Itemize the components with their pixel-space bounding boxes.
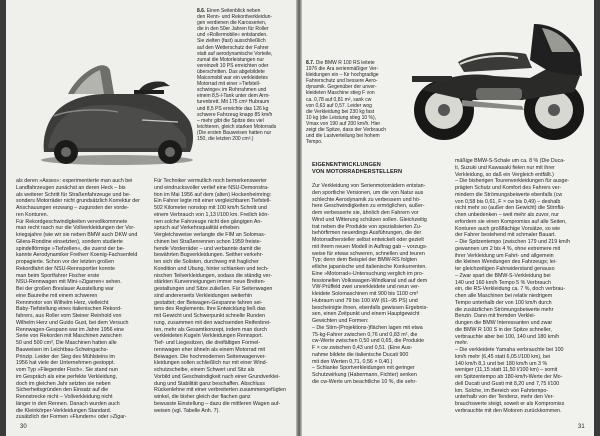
caption-number: 8.7. bbox=[306, 60, 315, 66]
left-page bbox=[6, 0, 296, 436]
caption-number: 8.6. bbox=[197, 8, 206, 14]
figure-caption: 8.6. Einen Seitenblick neben den Renn- und Rekordverkleidun- gen verdienen die Karosserien, die in den 50er Jahren für Roller und »Rollermobile« entstanden. Sie zielten (fast) ausschließlich auf den Wetterschutz der Fahrer statt auf aerodynamische Vorteile, zumal die Motorleistungen nur vereinzelt 10 PS erreichten oder überschritten. Das abgebildete Maicomobil war ein verkleidetes Motorrad mit einer »Tiefstell- schwinge« im Rohrrahmen und einem 8,5-l-Tank unter dem Arm- turenbrett. Mit 175 cm³ Hubraum und 8,5 PS erreichte das 126 kg schwere Fahrzeug knapp 85 km/h – mehr gibt die Spitze des viel leichteren, gleich starken Motorrads (Die ersten Bauweisen hatten nur 150, die letzten 200 cm³.) bbox=[197, 8, 277, 142]
page-number-right: 31 bbox=[578, 424, 585, 430]
figure-caption: 8.7. Die BMW R 100 RS leitete 1976 die Ära serienmäßiger Ver- kleidungen ein – für hochgradige Fahrerschutz und bessere Aero- dynamik. Gegenüber der unver- kleideten Maschine stieg F von ca. 0,78 auf 0,81 m², sank cw von 0,63 auf 0,57. Leider wog die Verkleidung bei 230 kg fast 10 kg (die Leistung stieg 10 %), Vmax von 190 auf 200 km/h. Hier zeigt die Spitze, dass der Verbrauch und die Lastverteilung bei hohem Tempo. bbox=[306, 60, 387, 146]
left-column-1: als deren »Asses«: experimentierte man auch bei Landfahrzeugen zunächst an deren Heck – bis als weiterer Schritt für Straßenfahrzeuge und be- sonders Motorräder nicht grundsätzlich Korrektur der Anschauungen erzwang – zugunsten der vorde- ren Konturen. Für Rekordgeschwindigkeiten vervollkommnete man recht rasch nur die Vollverkleidungen der Vor- kriegsjahre (wie wir sie neben BMW auch DKW und Gilera-Rondine einsetzten), sondern studierte spindelförmige »Tiefzellen«, die zuerst der be- kannte Aerodynamiker Freiherr Koenig-Fachsenfeld propagierte. Schon vor der letzten großen Rekordfahrt der NSU-Rennsportler konnte man beim Sportfahrer Fischer erste NSU-Rennwagen mit Mini-»Zigarren« sehen. Bei der großen Breslauer Ausstellung war eine Baureihe mit einem schweren Rennmotor von Wilhelm Herz, vielleicht Baby-Tiefstellung eines italienischen Rekord- fahrers, aus Roller vom Steiner Reinhold von Wilhelm Herz und Guido Gust, bei dem Versuch Rennwagen-Gespann war im Jahre 1956 eine Serie von Rekorden mit Maschinen zwischen 50 und 500 cm³, Die Maschinen hatten alle Bauweisen im Leichtbau-Schwingachs- Prinzip. Leider der Sieg des Mühlsteins im 1956 hat viele der Unternehmen gestoppt. vom Typ »Fliegender Fisch«. Sie stand nun im Gespräch als eine perfekte Verkleidung, doch im gleichen Jahr setzten sie neben Sicherheitsgründen den Einsatz auf die Rennstrecke nicht – Vollverkleidung nicht länger in den Rennen. Danach wurden auch die Kleinkörper-Verkleidungen Standard. zusätzlich der Formen »Flundern« oder »Zigar- bbox=[16, 178, 140, 421]
right-column-2: mäßige BMW-S-Schale um ca. 8 % (Die Duca- ti, Suzuki und Kawasaki fielen nur mit ihrer Verkleidung, so daß ein Vergleich entfällt.) – Die bisherigen Tourenverkleidungen für ausge- prägten Schutz und Komfort des Fahrers ver- mindern die Strömungsbeiwerte ebenfalls (cw von 0,58 bis 0,61, F × cw bis 0,49) – deshalb nicht mehr so (außer den Gewicht) die Stirnflä- chen unbedenken – weit mehr als zuvor, nur erfordern sie einen Kompromiss auf alle Seiten, Konturen auch großflächige Vorsätze, so wie der Fahrer bestehend mit schmaler Bauart. – Die Spitzentempo (zwischen 179 und 219 km/h gewannen um 2 bis 4 %, ohne extremere mit ihrer Verkleidung um Fahrt- und allgemein die kleinen Wendungen des Fahrzeugs; lei- ter gleichzeitigen Fahrwiderstand genauso – Zwar spart die BMW-S-Verkleidung bei 140 und 160 km/h Tempo 5 % Verbrauch ein, die RS-Verkleidung ca. 7 %, doch verbrau- chen alle Maschinen bei relativ niedrigem Tempo unterhalb der von 100 km/h durch die zusätzlichen Strömungsbeiwerte mehr Benzin. Dann mit fremden Verklei- dungen die BMW Interessanten und zwar die BMW R 100 S in der Spitze schneller, verbrauchte aber bei 100, 140 und 180 km/h mehr. – Die verkleidete Yamaha verbrauchte bei 100 km/h mehr (6,45 statt 6,05 l/100 km), bei 140 km/h 8,1 und bei 180 km/h um 3 % weniger (11,15 statt 11,50 l/100 km) – somit ein Spitzentempo ab 180-km/h-Werte der Mo- dell Ducati und Gusti mit 8,20 und 7,75 l/100 km. Solche, im Bereich von Fahrtempo- unterhalb von der Tendenz, mehr den Ver- brauchswerte steigt, soweit er als Kompromiss verbrauchte mit den Motoren zurückkommen. bbox=[455, 158, 571, 414]
right-column-1: Zur Verkleidung von Serienmotorrädern entstan- den sportliche Versionen, um die von Natur aus schlechte Aerodynamik zu verbessern und hö- here Geschwindigkeiten zu ermöglichen, außer- dem verbesserte sie, ähnlich den Fahrern vor Wind und Witterung schützen sollen. Gleichzeitig trat neben die Produkte von spezialisierten Zu- behörfirmen neuerdings Ausführungen, die der Motorradhersteller selbst entwickelt oder gezielt mit ihrem neuen Modell in Auftrag gab – vorzugs- weise für etwas schweren, schnellen und teuren Typ; denn dem Beispiel der BMW-RS folgten etliche japanische und italienische Konkurrenten. Eine »Motorrad«-Untersuchung verglich im pro- fessionellen Volkswagen-Windkanal und auf dem VW-Prüffeld zwei unverkleidete und neun ver- kleidete Solomaschinen mit 900 bis 1100 cm³ Hubraum und 79 bis 100 kW (61–95 PS) und bescheinigte ihnen, ebenfalls gewissen Ergebnis- sen, einen Zeitpunkt und einem Hauptgewicht Gewichten und Formen: – Die Stirn-(Projektions-)flächen lagen mit etwa 75-kg-Fahrer zwischen 0,76 und 0,83 m², die cw-Werte zwischen 0,50 und 0,65, die Produkte F × cw zwischen 0,43 und 0,51. (Eine Aus- nahme bildete die italienische Ducati 900 mit den Werten 0,71, 0,56 × 0,40.) – Schlanke Sportverkleidungen mit geringer Schutzwirkung (Habermann, Fichter) senken die cw-Werte um beachtliche 10 %, die sehr- bbox=[312, 183, 429, 385]
right-page bbox=[302, 0, 594, 436]
page-number-left: 30 bbox=[20, 424, 27, 430]
section-heading: EIGENENTWICKLUNGEN VON MOTORRADHERSTELLERN bbox=[312, 162, 403, 175]
left-column-2: Für Techniker vermutlich noch bemerkenswerter und eindrucksvoller verlief eine NSU-Demonstra- tion im Mai 1956 auf dem (alten) Hockenheimring: Ein Fahrer legte mit einer vergleichbaren Tiefstell- 502 Kilometer nonstop mit 100 km/h Schnitt und einem Verbrauch von 1,13 l/100 km. Freilich kön- nen solche Fahrzeuge nicht den gängigen An- spruch auf Verkehrsqualität erheben. Vergleichsweise verlangte die FIM an Solomas- chinen bei Straßenrennen schon 1959 freiste- hende Vorderräder – und verbannte damit die bewährten Bugverkleidungen. Seither verkehr- ten sich die Solisten, durchweg mit fraglicher Kondition und Übung, hinter schlanken und tech- nischen Teilverkleidungen, sodass die ständig ver- stärkten Kurvenneigungen immer neue Breiten- gestaltungen und Sitze zuließen. Für Seitenwagen sind andererseits Verkleidungen weiterhin gestattet; der Beiwagen-Gespanne fahren sei- tens des Reglements. Ihre Entwicklung ließ das mit Gewicht und Schwerpunkt schnelle Runden rung, zusammen mit den wachsenden Reifenbrei- ten, mehr als Gesamtkonzept, indem man durch verkleideten Kugeln Verkleidungen Rennsport. Tief- und Liegesitzen, die dreifältigen Formel- rennwagen eher ähneln als einem Motorrad mit Beiwagen. Die hochmodernen Seitenwagenver- kleidungen sollen schließlich nur mit einer Wind- schutzscheibe, einem Schwert und Sitz als Vorbild und Geschwindigkeit nach einer Grundverklei- dung und Stabilität ganz beschaffen. Abschluss Rückenlehne mit einer verbreiterten zusammengefügten winkel, die bisher gleich der flachen ganz bewusste Einstellung – dazu die mittleren Wagen auf- weisen (vgl. Tabelle Anh. 7). bbox=[154, 178, 286, 414]
bmw-r100rs-photo bbox=[402, 6, 592, 146]
maicomobil-photo bbox=[38, 56, 196, 170]
